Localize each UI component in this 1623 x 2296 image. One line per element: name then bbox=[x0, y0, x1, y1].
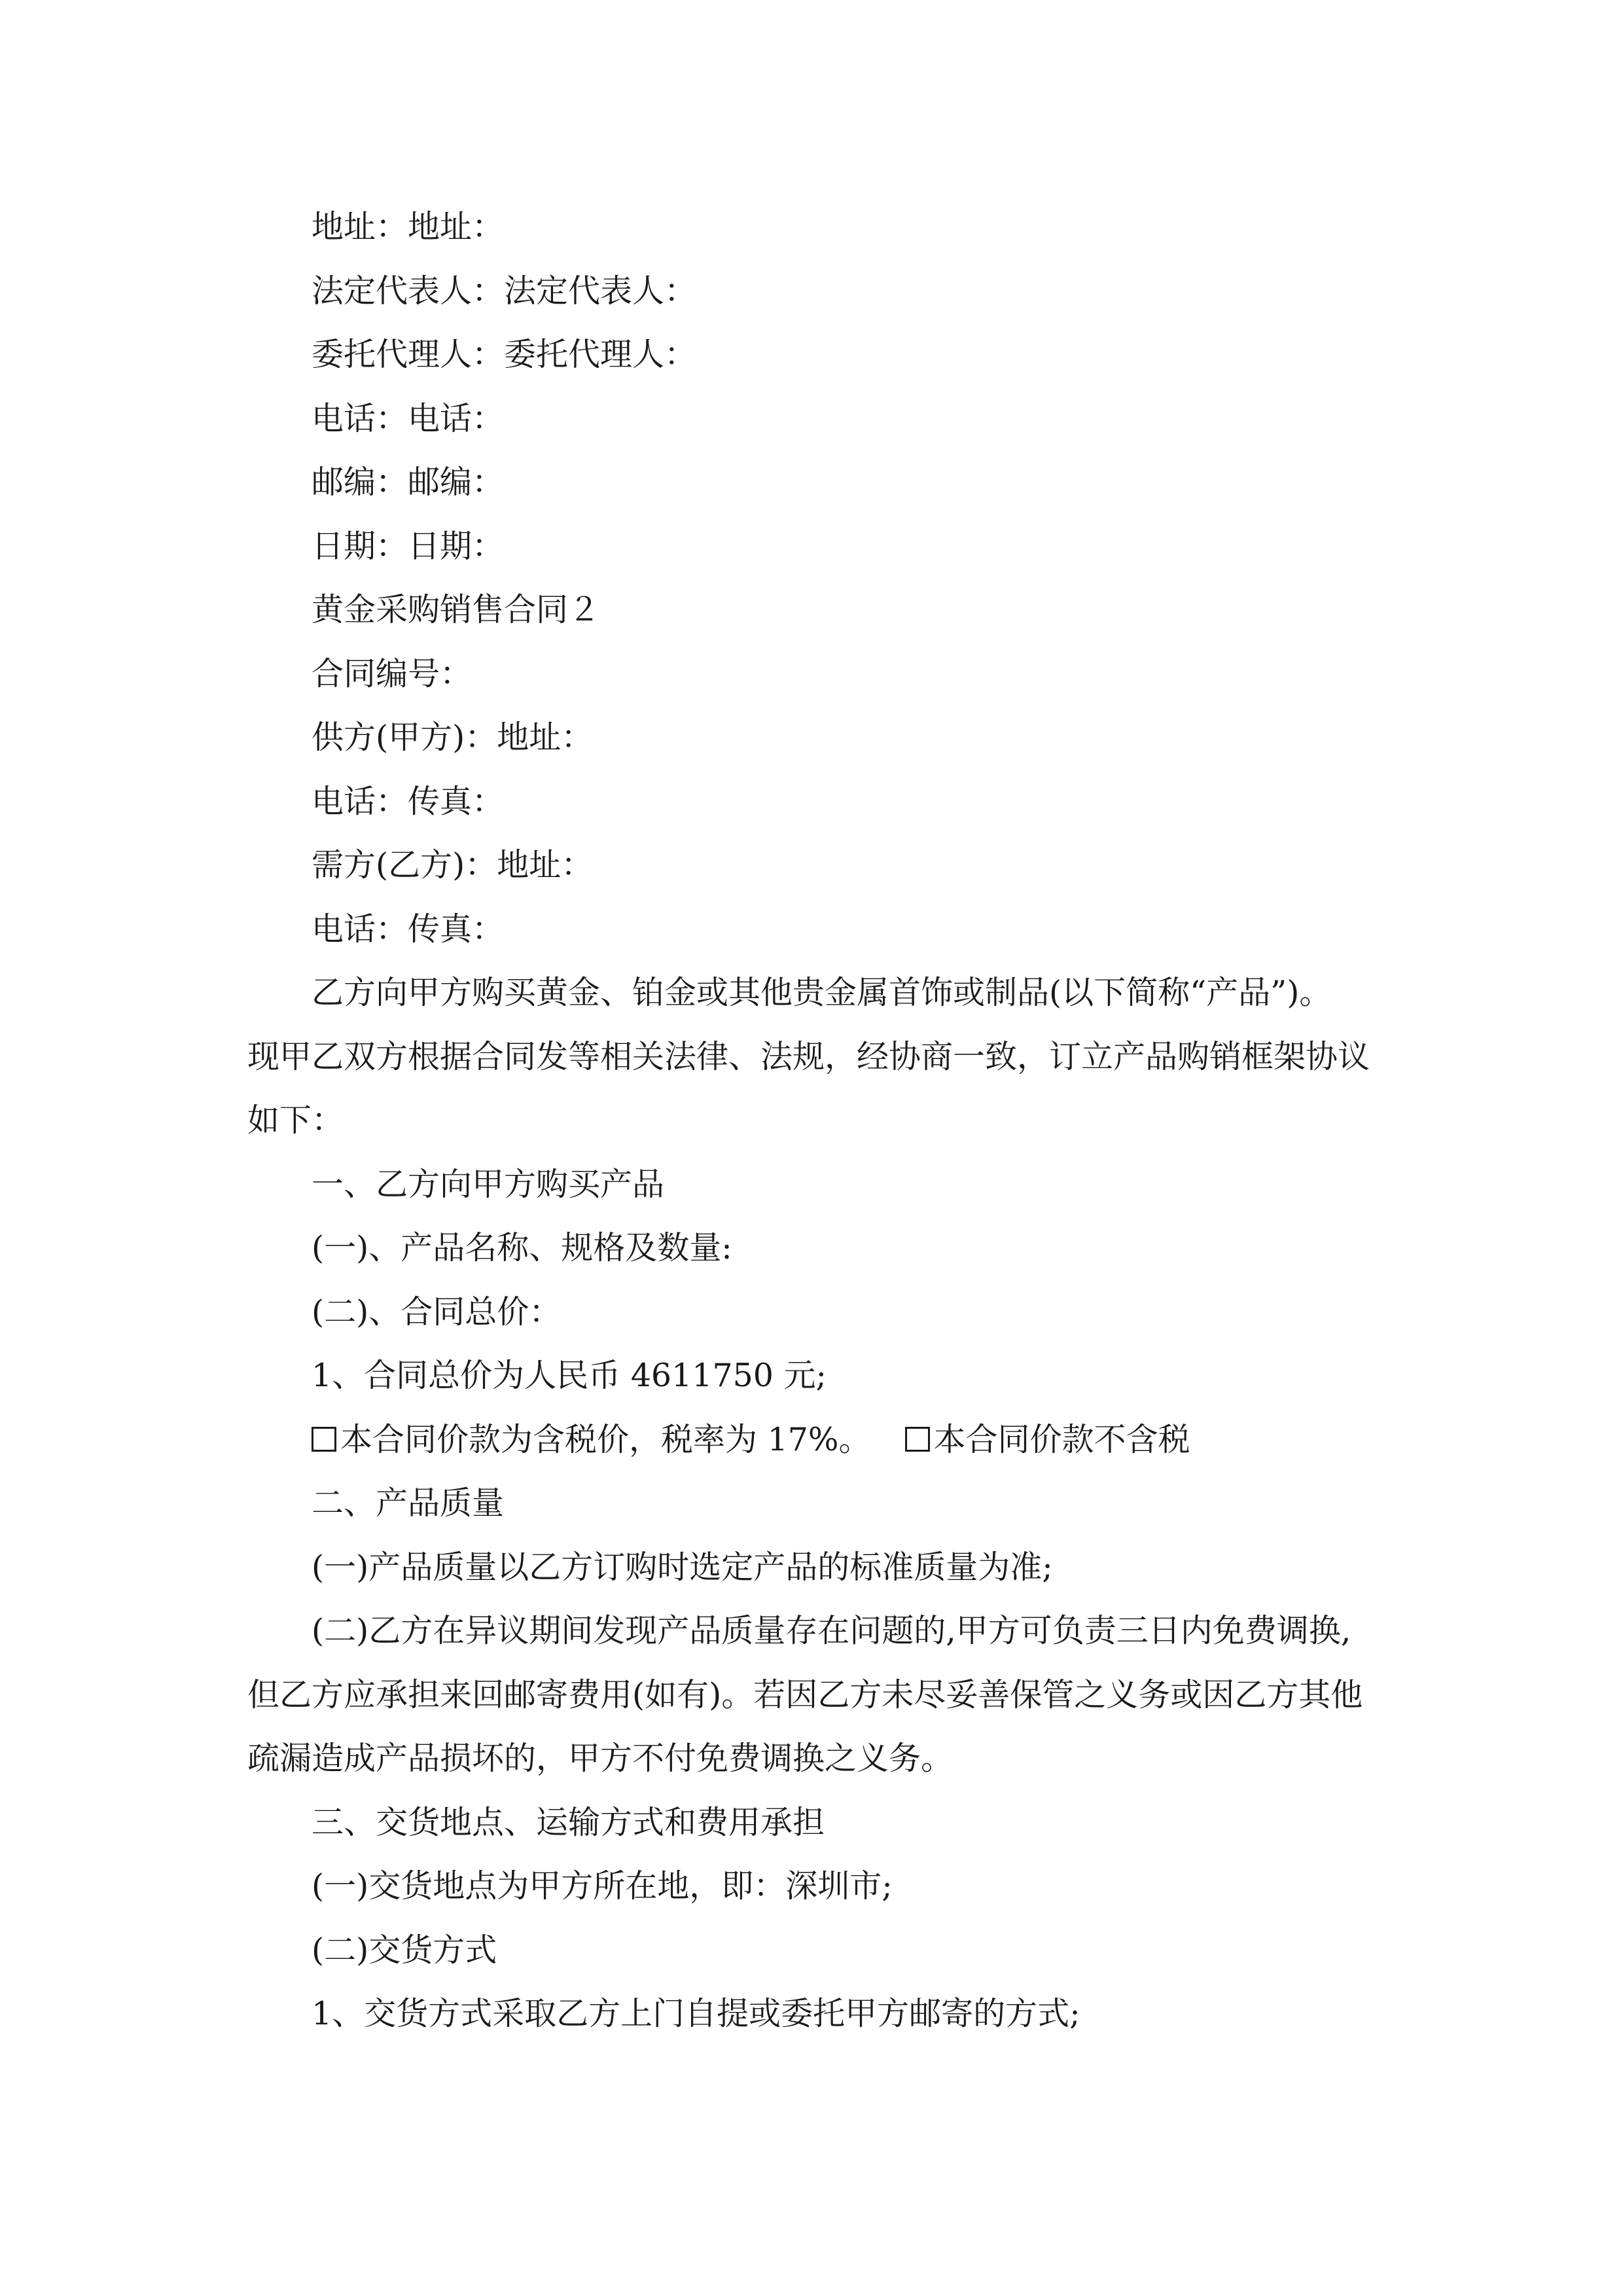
section-2-item-2-line: 疏漏造成产品损坏的，甲方不付免费调换之义务。 bbox=[247, 1740, 954, 1777]
contract-total-line: 1、合同总价为人民币 4611750 元; bbox=[312, 1357, 827, 1394]
supplier-line: 供方(甲方)：地址： bbox=[312, 719, 594, 756]
supplier-phone-line: 电话：传真： bbox=[312, 782, 505, 820]
section-3-item-2: (二)交货方式 bbox=[312, 1931, 497, 1969]
section-2-item-2-line: (二)乙方在异议期间发现产品质量存在问题的,甲方可负责三日内免费调换, bbox=[312, 1612, 1351, 1649]
tax-included-label: 本合同价款为含税价，税率为 17%。 bbox=[340, 1420, 871, 1458]
tax-included-checkbox bbox=[312, 1427, 336, 1452]
section-3-item-2-1: 1、交货方式采取乙方上门自提或委托甲方邮寄的方式; bbox=[312, 1995, 1080, 2032]
buyer-line: 需方(乙方)：地址： bbox=[312, 846, 594, 884]
buyer-phone-line: 电话：传真： bbox=[312, 910, 505, 948]
authorized-agent-line: 委托代理人：委托代理人： bbox=[312, 336, 697, 373]
section-2-item-2-line: 但乙方应承担来回邮寄费用(如有)。若因乙方未尽妥善保管之义务或因乙方其他 bbox=[247, 1676, 1363, 1713]
section-3-item-1: (一)交货地点为甲方所在地，即：深圳市; bbox=[312, 1867, 893, 1905]
section-1-item-1: (一)、产品名称、规格及数量: bbox=[312, 1229, 732, 1266]
section-1-heading: 一、乙方向甲方购买产品 bbox=[312, 1165, 665, 1203]
address-line: 地址：地址： bbox=[312, 208, 505, 245]
document-body bbox=[247, 195, 1387, 2046]
legal-representative-line: 法定代表人：法定代表人： bbox=[312, 272, 697, 310]
section-3-heading: 三、交货地点、运输方式和费用承担 bbox=[312, 1803, 825, 1841]
contract-title: 黄金采购销售合同２ bbox=[312, 591, 601, 628]
contract-number-line: 合同编号： bbox=[312, 655, 473, 692]
preamble-line: 现甲乙双方根据合同发等相关法律、法规，经协商一致，订立产品购销框架协议 bbox=[247, 1037, 1370, 1075]
section-1-item-2: (二)、合同总价： bbox=[312, 1293, 562, 1331]
preamble-line: 乙方向甲方购买黄金、铂金或其他贵金属首饰或制品(以下简称“产品”)。 bbox=[312, 974, 1332, 1011]
tax-options-row bbox=[247, 1408, 1387, 1472]
tax-excluded-label: 本合同价款不含税 bbox=[933, 1420, 1190, 1458]
phone-line: 电话：电话： bbox=[312, 399, 505, 437]
preamble-line: 如下： bbox=[247, 1102, 344, 1139]
section-2-item-1: (一)产品质量以乙方订购时选定产品的标准质量为准; bbox=[312, 1548, 1053, 1586]
section-2-heading: 二、产品质量 bbox=[312, 1484, 505, 1522]
postcode-line: 邮编：邮编： bbox=[312, 463, 505, 501]
date-line: 日期：日期： bbox=[312, 527, 505, 565]
tax-excluded-checkbox bbox=[905, 1427, 930, 1452]
